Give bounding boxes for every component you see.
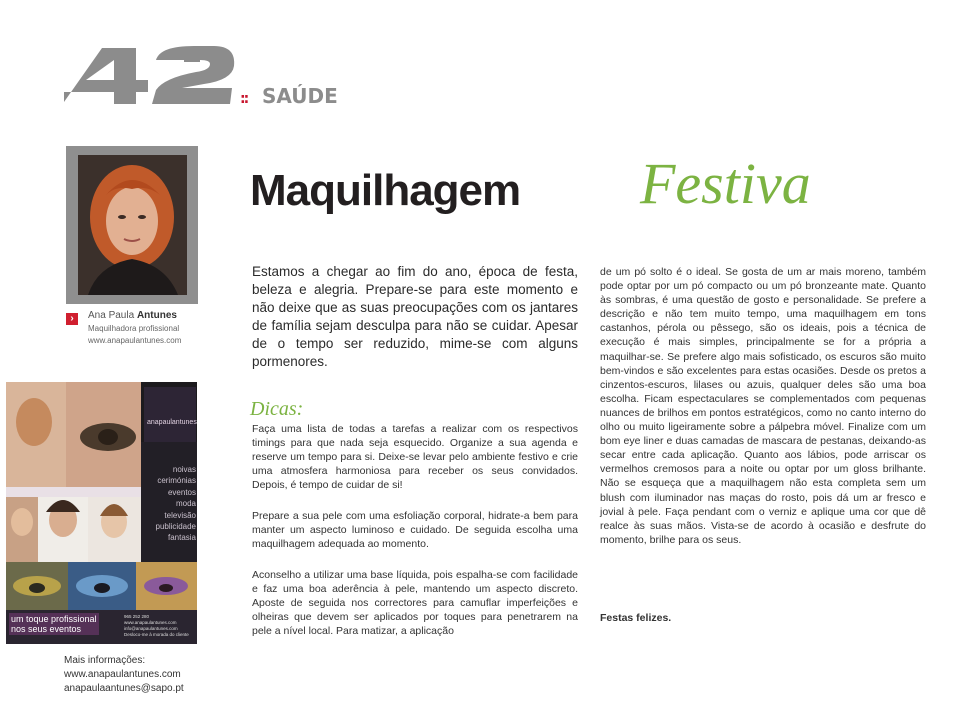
paragraph: Prepare a sua pele com uma esfoliação corporal, hidrate-a bem para manter um aspecto luminoso e cuidado. De seguida escolha uma maquilhagem adequada ao momento.: [252, 510, 578, 550]
ad-services-list: [143, 464, 196, 544]
article-signoff: Festas felizes.: [600, 612, 672, 624]
article-column-1: [252, 422, 578, 655]
paragraph: Faça uma lista de todas a tarefas a realizar com os respectivos timings para que nada seja esquecido. Organize a sua agenda e reserve um tempo para si. Deixe-se levar pelo ambiente festivo e crie uma atmosfera harmoniosa para receber os seus convidados. Depois, é tempo de cuidar de si!: [252, 423, 578, 491]
ad-service: moda: [175, 499, 196, 509]
advertisement: [6, 382, 197, 644]
paragraph: de um pó solto é o ideal. Se gosta de um ar mais moreno, também pode optar por um pó compacto ou um pó bronzeante mate. Quanto às sombras, é uma questão de gosto e personalidade. Se prefere a descrição e não tem muito tempo, uma maquilhagem em tons castanhos, pérola ou pêssego, são os ideais, pois a técnica de execução é mais simples, principalmente se for a própria a maquilhar-se. Se prefere algo mais sofisticado, os escuros são muito bem-vindos e são excelentes para estas ocasiões. Desde os pretos a cinzentos-escuros, lilases ou azuis, qualquer deles são uma boa escolha. Ficam espectaculares se complementados com pequenas nuances de brilhos em pontos estratégicos, como no canto interno do olho ou muito ligeiramente sobre a pálpebra móvel. Finalize com um bom eye liner e duas camadas de mascara de pestanas, deixando-as secar entre cada aplicação. Quanto aos lábios, pode arriscar os vermelhos cremosos para a noite ou optar por um gloss brilhante. Não se esqueça que a maquilhagem não esta completa sem um blush com iluminador nas maças do rosto, pois dá um ar fresco e jovial à pele. Faça pendant com o verniz e aplique uma cor que dê realce às suas mãos. Vista-se de acordo à ocasião e desfrute do momento, brilhe para os seus.: [600, 266, 926, 546]
ad-service: televisão: [164, 510, 196, 520]
ad-tagline: um toque profissional nos seus eventos: [11, 614, 97, 634]
ad-brand-logo: anapaulantunes: [144, 387, 196, 442]
ad-service: fantasia: [167, 533, 196, 543]
article-title-accent: Festiva: [640, 151, 811, 216]
ad-service: eventos: [167, 487, 196, 497]
more-info-email[interactable]: anapaulaantunes@sapo.pt: [64, 683, 184, 694]
ad-contact: 965 252 280 www.anapaulantunes.com info@anapaulantunes.com Desloco-me à morada do cliente: [124, 614, 189, 637]
author-site[interactable]: www.anapaulantunes.com: [88, 336, 182, 345]
more-info-label: Mais informações:: [64, 655, 146, 666]
paragraph: Aconselho a utilizar uma base líquida, pois espalha-se com facilidade e faz uma boa aderência à pele, mantendo um aspecto discreto. Aposte de seguida nos correctores para camuflar imperfeições e olheiras que devem ser aplicados por toques para penetrarem na pele a nível local. Para matizar, a aplicação: [252, 569, 578, 637]
author-name: Ana Paula Antunes: [88, 310, 177, 321]
more-info-site[interactable]: www.anapaulantunes.com: [64, 669, 181, 680]
ad-service: publicidade: [155, 522, 196, 532]
ad-service: noivas: [172, 465, 196, 474]
article-title: Maquilhagem: [250, 166, 521, 215]
tips-heading: Dicas:: [250, 398, 304, 420]
article-intro: Estamos a chegar ao fim do ano, época de festa, beleza e alegria. Prepare-se para este momento e não deixe que as suas preocupações com os jantares de família sejam desculpa para não se cuidar. Apesar de o tempo ser reduzido, mime-se com alguns pormenores.: [252, 264, 578, 369]
author-role: Maquilhadora profissional: [88, 324, 180, 333]
section-marker: ::: [240, 91, 248, 107]
author-portrait: [78, 155, 187, 295]
section-label: SAÚDE: [262, 84, 338, 108]
magazine-logo: [64, 40, 236, 110]
article-column-2: [600, 265, 926, 547]
chevron-right-icon: ›: [66, 313, 78, 325]
ad-service: cerimónias: [157, 476, 196, 486]
